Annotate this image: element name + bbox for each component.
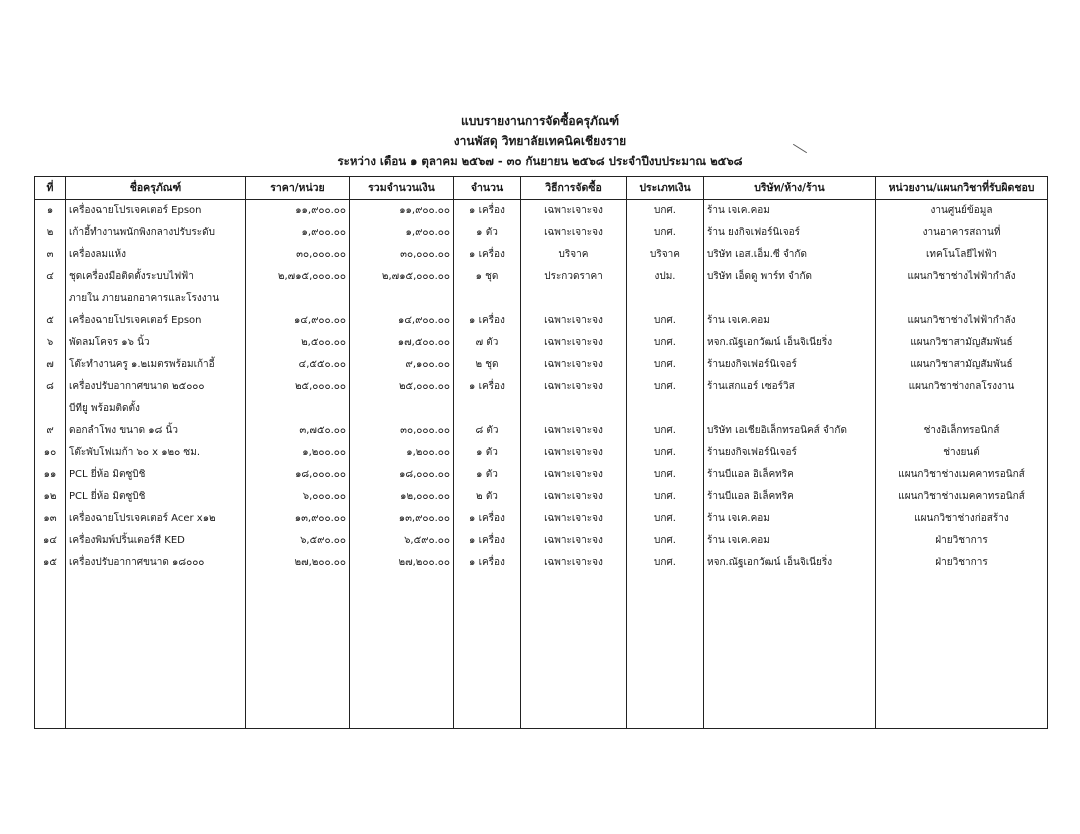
- empty-cell: [246, 596, 350, 618]
- empty-cell: [454, 640, 521, 662]
- cell-method: เฉพาะเจาะจง: [521, 222, 627, 244]
- cell-total: ๑๑,๙๐๐.๐๐: [350, 200, 454, 223]
- cell-fund-type: บกศ.: [627, 354, 704, 376]
- cell-total: ๑๓,๙๐๐.๐๐: [350, 508, 454, 530]
- table-row: [35, 288, 1048, 310]
- col-header-no: ที่: [35, 177, 66, 200]
- cell-quantity: ๑ ตัว: [454, 222, 521, 244]
- table-row: [35, 332, 1048, 354]
- cell-total: ๑๘,๐๐๐.๐๐: [350, 464, 454, 486]
- cell-unit-price: ๖,๕๙๐.๐๐: [246, 530, 350, 552]
- cell-method: เฉพาะเจาะจง: [521, 464, 627, 486]
- cell-vendor: บริษัท เอส.เอ็ม.ซี จำกัด: [704, 244, 876, 266]
- empty-cell: [876, 618, 1048, 640]
- empty-row: [35, 640, 1048, 662]
- empty-cell: [627, 574, 704, 596]
- cell-vendor: ร้านบีแอล อิเล็คทริค: [704, 464, 876, 486]
- cell-unit-price: ๒๗,๒๐๐.๐๐: [246, 552, 350, 574]
- cell-quantity: ๒ ชุด: [454, 354, 521, 376]
- cell-method: [521, 398, 627, 420]
- cell-fund-type: [627, 398, 704, 420]
- cell-total: ๑๔,๙๐๐.๐๐: [350, 310, 454, 332]
- empty-cell: [66, 662, 246, 684]
- empty-cell: [627, 706, 704, 729]
- empty-row: [35, 684, 1048, 706]
- cell-fund-type: บกศ.: [627, 420, 704, 442]
- empty-row: [35, 706, 1048, 729]
- cell-quantity: ๑ เครื่อง: [454, 530, 521, 552]
- cell-fund-type: บกศ.: [627, 508, 704, 530]
- cell-method: เฉพาะเจาะจง: [521, 354, 627, 376]
- cell-department: แผนกวิชาช่างเมคคาทรอนิกส์: [876, 464, 1048, 486]
- cell-vendor: ร้านยงกิจเฟอร์นิเจอร์: [704, 442, 876, 464]
- cell-method: เฉพาะเจาะจง: [521, 420, 627, 442]
- cell-quantity: ๘ ตัว: [454, 420, 521, 442]
- col-header-vendor: บริษัท/ห้าง/ร้าน: [704, 177, 876, 200]
- cell-unit-price: [246, 288, 350, 310]
- cell-fund-type: บกศ.: [627, 530, 704, 552]
- cell-no: ๔: [35, 266, 66, 288]
- table-row: [35, 398, 1048, 420]
- cell-department: งานอาคารสถานที่: [876, 222, 1048, 244]
- empty-cell: [66, 618, 246, 640]
- cell-no: ๑: [35, 200, 66, 223]
- cell-vendor: ร้านบีแอล อิเล็คทริค: [704, 486, 876, 508]
- cell-method: เฉพาะเจาะจง: [521, 376, 627, 398]
- table-body: [35, 200, 1048, 729]
- cell-unit-price: ๓,๗๕๐.๐๐: [246, 420, 350, 442]
- col-header-quantity: จำนวน: [454, 177, 521, 200]
- cell-total: ๓๐,๐๐๐.๐๐: [350, 420, 454, 442]
- cell-method: เฉพาะเจาะจง: [521, 508, 627, 530]
- cell-method: เฉพาะเจาะจง: [521, 200, 627, 223]
- cell-method: ประกวดราคา: [521, 266, 627, 288]
- cell-quantity: ๒ ตัว: [454, 486, 521, 508]
- cell-fund-type: บกศ.: [627, 222, 704, 244]
- empty-cell: [66, 684, 246, 706]
- col-header-method: วิธีการจัดซื้อ: [521, 177, 627, 200]
- cell-fund-type: [627, 288, 704, 310]
- cell-item: โต๊ะพับโฟเมก้า ๖๐ x ๑๒๐ ซม.: [66, 442, 246, 464]
- cell-fund-type: บกศ.: [627, 310, 704, 332]
- cell-quantity: ๑ เครื่อง: [454, 376, 521, 398]
- cell-item: เครื่องปรับอากาศขนาด ๒๕๐๐๐: [66, 376, 246, 398]
- cell-no: ๑๑: [35, 464, 66, 486]
- cell-department: แผนกวิชาสามัญสัมพันธ์: [876, 354, 1048, 376]
- empty-row: [35, 618, 1048, 640]
- cell-total: ๒๕,๐๐๐.๐๐: [350, 376, 454, 398]
- cell-fund-type: บกศ.: [627, 442, 704, 464]
- cell-total: [350, 288, 454, 310]
- col-header-item: ชื่อครุภัณฑ์: [66, 177, 246, 200]
- cell-department: ฝ่ายวิชาการ: [876, 530, 1048, 552]
- cell-quantity: ๑ เครื่อง: [454, 508, 521, 530]
- empty-cell: [246, 640, 350, 662]
- cell-quantity: [454, 398, 521, 420]
- cell-no: [35, 398, 66, 420]
- empty-cell: [35, 706, 66, 729]
- cell-total: ๓๐,๐๐๐.๐๐: [350, 244, 454, 266]
- cell-no: [35, 288, 66, 310]
- empty-cell: [350, 706, 454, 729]
- cell-no: ๙: [35, 420, 66, 442]
- col-header-unit-price: ราคา/หน่วย: [246, 177, 350, 200]
- empty-cell: [246, 706, 350, 729]
- cell-item: เครื่องพิมพ์ปริ้นเตอร์สี KED: [66, 530, 246, 552]
- cell-department: [876, 288, 1048, 310]
- cell-fund-type: บริจาค: [627, 244, 704, 266]
- cell-item: เก้าอี้ทำงานพนักพิงกลางปรับระดับ: [66, 222, 246, 244]
- empty-cell: [246, 662, 350, 684]
- empty-cell: [627, 640, 704, 662]
- empty-cell: [521, 640, 627, 662]
- table-row: [35, 442, 1048, 464]
- cell-item: PCL ยี่ห้อ มิตซูบิชิ: [66, 464, 246, 486]
- table-row: [35, 200, 1048, 223]
- cell-item: เครื่องปรับอากาศขนาด ๑๘๐๐๐: [66, 552, 246, 574]
- cell-fund-type: บกศ.: [627, 552, 704, 574]
- table-row: [35, 244, 1048, 266]
- cell-method: [521, 288, 627, 310]
- cell-vendor: บริษัท เอเชียอิเล็กทรอนิคส์ จำกัด: [704, 420, 876, 442]
- cell-vendor: บริษัท เอ็ดดู พาร์ท จำกัด: [704, 266, 876, 288]
- cell-no: ๕: [35, 310, 66, 332]
- table-row: [35, 464, 1048, 486]
- cell-no: ๖: [35, 332, 66, 354]
- col-header-fund-type: ประเภทเงิน: [627, 177, 704, 200]
- cell-fund-type: บกศ.: [627, 486, 704, 508]
- empty-cell: [350, 662, 454, 684]
- cell-total: ๒๗,๒๐๐.๐๐: [350, 552, 454, 574]
- cell-no: ๑๓: [35, 508, 66, 530]
- cell-no: ๑๐: [35, 442, 66, 464]
- cell-vendor: ร้าน เจเค.คอม: [704, 508, 876, 530]
- table-row: [35, 486, 1048, 508]
- cell-quantity: ๑ เครื่อง: [454, 310, 521, 332]
- cell-no: ๑๕: [35, 552, 66, 574]
- empty-cell: [704, 662, 876, 684]
- empty-cell: [627, 684, 704, 706]
- table-row: [35, 222, 1048, 244]
- table-row: [35, 420, 1048, 442]
- cell-total: ๖,๕๙๐.๐๐: [350, 530, 454, 552]
- empty-cell: [246, 574, 350, 596]
- cell-department: แผนกวิชาช่างก่อสร้าง: [876, 508, 1048, 530]
- cell-fund-type: บกศ.: [627, 200, 704, 223]
- cell-item: ดอกลำโพง ขนาด ๑๘ นิ้ว: [66, 420, 246, 442]
- empty-row: [35, 596, 1048, 618]
- empty-cell: [35, 618, 66, 640]
- empty-cell: [876, 662, 1048, 684]
- empty-cell: [521, 706, 627, 729]
- empty-cell: [454, 662, 521, 684]
- table-row: [35, 354, 1048, 376]
- table-row: [35, 310, 1048, 332]
- cell-vendor: ร้าน เจเค.คอม: [704, 310, 876, 332]
- table-row: [35, 508, 1048, 530]
- empty-cell: [876, 640, 1048, 662]
- cell-item: PCL ยี่ห้อ มิตซูบิชิ: [66, 486, 246, 508]
- empty-cell: [454, 684, 521, 706]
- empty-cell: [35, 640, 66, 662]
- cell-no: ๑๒: [35, 486, 66, 508]
- cell-vendor: ร้าน เจเค.คอม: [704, 200, 876, 223]
- cell-fund-type: งปม.: [627, 266, 704, 288]
- cell-fund-type: บกศ.: [627, 376, 704, 398]
- empty-cell: [704, 684, 876, 706]
- cell-item: ชุดเครื่องมือติดตั้งระบบไฟฟ้า: [66, 266, 246, 288]
- cell-quantity: ๑ ตัว: [454, 442, 521, 464]
- cell-unit-price: ๒,๗๑๕,๐๐๐.๐๐: [246, 266, 350, 288]
- cell-method: เฉพาะเจาะจง: [521, 310, 627, 332]
- cell-item: พัดลมโคจร ๑๖ นิ้ว: [66, 332, 246, 354]
- empty-cell: [350, 574, 454, 596]
- cell-no: ๒: [35, 222, 66, 244]
- report-period: ระหว่าง เดือน ๑ ตุลาคม ๒๕๖๗ - ๓๐ กันยายน ๒๕๖๘ ประจำปีงบประมาณ ๒๕๖๘: [337, 154, 743, 168]
- empty-cell: [35, 596, 66, 618]
- cell-quantity: ๑ ชุด: [454, 266, 521, 288]
- cell-quantity: ๑ เครื่อง: [454, 200, 521, 223]
- empty-cell: [35, 662, 66, 684]
- cell-department: ช่างอิเล็กทรอนิกส์: [876, 420, 1048, 442]
- cell-total: ๒,๗๑๕,๐๐๐.๐๐: [350, 266, 454, 288]
- empty-cell: [66, 574, 246, 596]
- empty-row: [35, 574, 1048, 596]
- empty-cell: [454, 596, 521, 618]
- col-header-total: รวมจำนวนเงิน: [350, 177, 454, 200]
- cell-department: งานศูนย์ข้อมูล: [876, 200, 1048, 223]
- cell-item: ภายใน ภายนอกอาคารและโรงงาน: [66, 288, 246, 310]
- cell-total: ๑,๙๐๐.๐๐: [350, 222, 454, 244]
- empty-cell: [246, 618, 350, 640]
- empty-cell: [627, 618, 704, 640]
- empty-cell: [704, 706, 876, 729]
- cell-unit-price: ๑๓,๙๐๐.๐๐: [246, 508, 350, 530]
- empty-cell: [521, 662, 627, 684]
- cell-unit-price: ๑๑,๙๐๐.๐๐: [246, 200, 350, 223]
- table-row: [35, 266, 1048, 288]
- empty-cell: [876, 574, 1048, 596]
- cell-vendor: [704, 288, 876, 310]
- cell-department: แผนกวิชาช่างไฟฟ้ากำลัง: [876, 266, 1048, 288]
- cell-vendor: [704, 398, 876, 420]
- cell-item: เครื่องฉายโปรเจคเตอร์ Epson: [66, 200, 246, 223]
- cell-vendor: ร้านยงกิจเฟอร์นิเจอร์: [704, 354, 876, 376]
- empty-cell: [704, 640, 876, 662]
- empty-cell: [627, 662, 704, 684]
- empty-cell: [521, 684, 627, 706]
- cell-total: [350, 398, 454, 420]
- cell-method: เฉพาะเจาะจง: [521, 552, 627, 574]
- table-header-row: [35, 177, 1048, 200]
- table-row: [35, 552, 1048, 574]
- table-row: [35, 376, 1048, 398]
- cell-fund-type: บกศ.: [627, 464, 704, 486]
- cell-method: เฉพาะเจาะจง: [521, 442, 627, 464]
- cell-quantity: [454, 288, 521, 310]
- empty-cell: [66, 640, 246, 662]
- empty-cell: [454, 618, 521, 640]
- cell-quantity: ๗ ตัว: [454, 332, 521, 354]
- cell-vendor: หจก.ณัฐเอกวัฒน์ เอ็นจิเนียริ่ง: [704, 552, 876, 574]
- table-row: [35, 530, 1048, 552]
- procurement-table: [34, 176, 1048, 729]
- cell-unit-price: ๖,๐๐๐.๐๐: [246, 486, 350, 508]
- cell-total: ๑,๒๐๐.๐๐: [350, 442, 454, 464]
- cell-total: ๙,๑๐๐.๐๐: [350, 354, 454, 376]
- cell-total: ๑๗,๕๐๐.๐๐: [350, 332, 454, 354]
- empty-cell: [35, 684, 66, 706]
- cell-unit-price: ๑,๙๐๐.๐๐: [246, 222, 350, 244]
- cell-unit-price: ๔,๕๕๐.๐๐: [246, 354, 350, 376]
- empty-cell: [704, 574, 876, 596]
- empty-cell: [521, 574, 627, 596]
- cell-quantity: ๑ เครื่อง: [454, 552, 521, 574]
- report-department: งานพัสดุ วิทยาลัยเทคนิคเชียงราย: [453, 134, 627, 148]
- cell-method: เฉพาะเจาะจง: [521, 332, 627, 354]
- cell-item: เครื่องฉายโปรเจคเตอร์ Epson: [66, 310, 246, 332]
- cell-vendor: ร้าน ยงกิจเฟอร์นิเจอร์: [704, 222, 876, 244]
- cell-no: ๗: [35, 354, 66, 376]
- cell-method: เฉพาะเจาะจง: [521, 530, 627, 552]
- cell-unit-price: ๓๐,๐๐๐.๐๐: [246, 244, 350, 266]
- empty-cell: [704, 618, 876, 640]
- empty-cell: [350, 684, 454, 706]
- col-header-department: หน่วยงาน/แผนกวิชาที่รับผิดชอบ: [876, 177, 1048, 200]
- empty-row: [35, 662, 1048, 684]
- empty-cell: [66, 596, 246, 618]
- report-title: แบบรายงานการจัดซื้อครุภัณฑ์: [460, 114, 620, 128]
- empty-cell: [246, 684, 350, 706]
- empty-cell: [350, 640, 454, 662]
- cell-unit-price: [246, 398, 350, 420]
- cell-unit-price: ๑,๒๐๐.๐๐: [246, 442, 350, 464]
- cell-method: เฉพาะเจาะจง: [521, 486, 627, 508]
- cell-department: แผนกวิชาช่างเมคคาทรอนิกส์: [876, 486, 1048, 508]
- cell-no: ๘: [35, 376, 66, 398]
- cell-no: ๑๔: [35, 530, 66, 552]
- empty-cell: [876, 684, 1048, 706]
- cell-item: บีทียู พร้อมติดตั้ง: [66, 398, 246, 420]
- cell-department: เทคโนโลยีไฟฟ้า: [876, 244, 1048, 266]
- cell-item: โต๊ะทำงานครู ๑.๒เมตรพร้อมเก้าอี้: [66, 354, 246, 376]
- empty-cell: [350, 618, 454, 640]
- cell-department: แผนกวิชาช่างไฟฟ้ากำลัง: [876, 310, 1048, 332]
- cell-item: เครื่องฉายโปรเจคเตอร์ Acer x๑๒: [66, 508, 246, 530]
- cell-quantity: ๑ ตัว: [454, 464, 521, 486]
- cell-vendor: ร้าน เจเค.คอม: [704, 530, 876, 552]
- cell-department: แผนกวิชาสามัญสัมพันธ์: [876, 332, 1048, 354]
- cell-department: ช่างยนต์: [876, 442, 1048, 464]
- empty-cell: [627, 596, 704, 618]
- empty-cell: [66, 706, 246, 729]
- cell-item: เครื่องลมแห้ง: [66, 244, 246, 266]
- cell-vendor: ร้านเสกแอร์ เซอร์วิส: [704, 376, 876, 398]
- empty-cell: [876, 596, 1048, 618]
- empty-cell: [704, 596, 876, 618]
- cell-unit-price: ๑๘,๐๐๐.๐๐: [246, 464, 350, 486]
- cell-no: ๓: [35, 244, 66, 266]
- empty-cell: [454, 574, 521, 596]
- cell-department: ฝ่ายวิชาการ: [876, 552, 1048, 574]
- empty-cell: [521, 596, 627, 618]
- cell-unit-price: ๑๔,๙๐๐.๐๐: [246, 310, 350, 332]
- cell-vendor: หจก.ณัฐเอกวัฒน์ เอ็นจิเนียริ่ง: [704, 332, 876, 354]
- empty-cell: [350, 596, 454, 618]
- cell-quantity: ๑ เครื่อง: [454, 244, 521, 266]
- cell-method: บริจาค: [521, 244, 627, 266]
- empty-cell: [454, 706, 521, 729]
- cell-department: [876, 398, 1048, 420]
- empty-cell: [521, 618, 627, 640]
- report-header: [0, 111, 1080, 171]
- cell-unit-price: ๒,๕๐๐.๐๐: [246, 332, 350, 354]
- cell-department: แผนกวิชาช่างกลโรงงาน: [876, 376, 1048, 398]
- empty-cell: [35, 574, 66, 596]
- cell-fund-type: บกศ.: [627, 332, 704, 354]
- empty-cell: [876, 706, 1048, 729]
- cell-unit-price: ๒๕,๐๐๐.๐๐: [246, 376, 350, 398]
- cell-total: ๑๒,๐๐๐.๐๐: [350, 486, 454, 508]
